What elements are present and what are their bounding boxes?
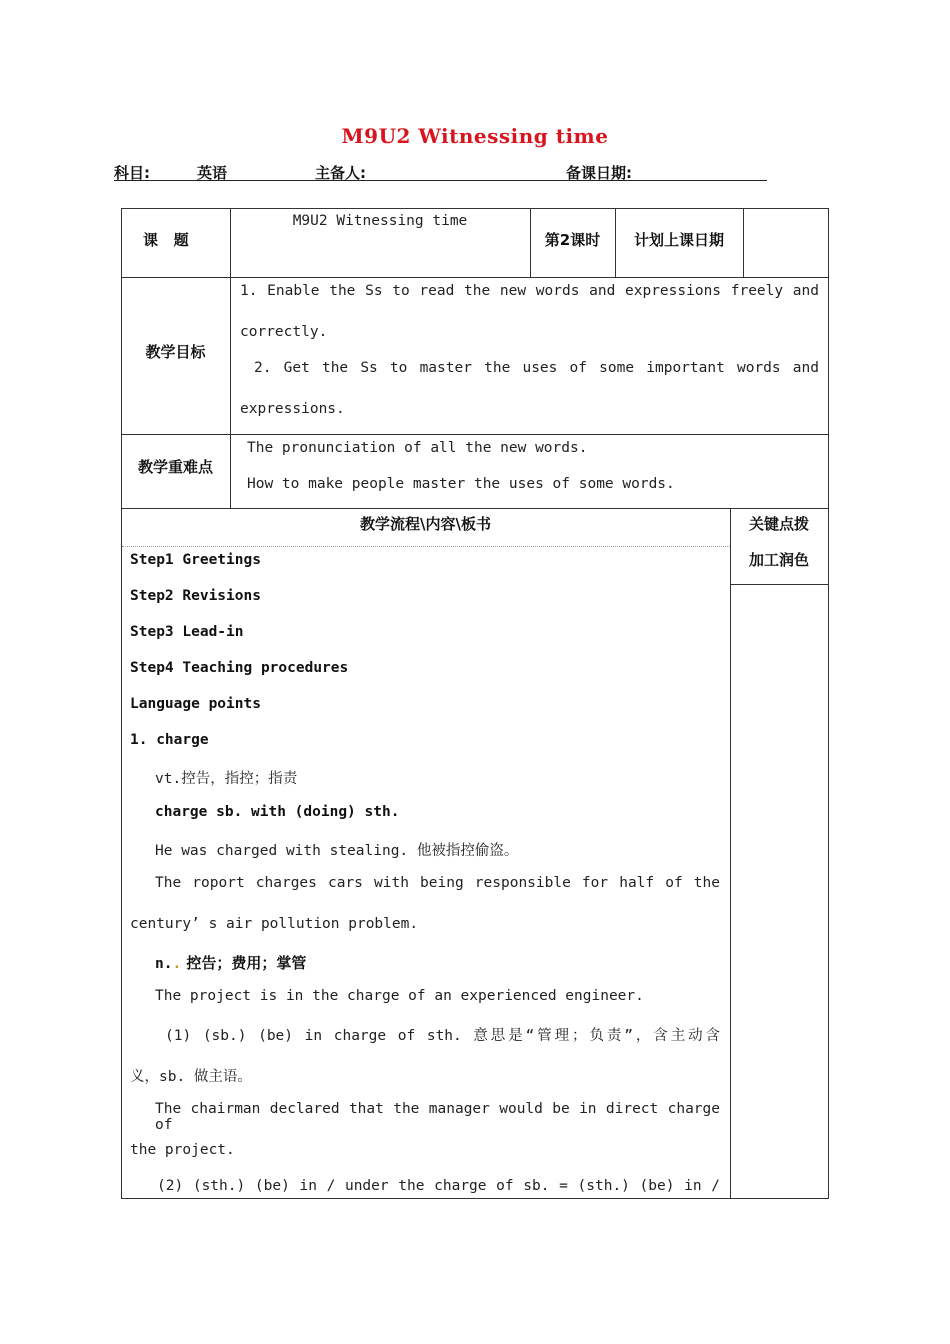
usage-pattern: charge sb. with (doing) sth. bbox=[155, 804, 400, 820]
topic-label: 课 题 bbox=[143, 231, 189, 249]
example-4-line-1: The chairman declared that the manager would be in direct charge of bbox=[155, 1101, 720, 1133]
date-label: 备课日期: bbox=[566, 164, 632, 182]
objective-2-line-2: expressions. bbox=[240, 401, 345, 417]
item-charge-heading: 1. charge bbox=[130, 732, 209, 748]
example-2-line-1: The roport charges cars with being responsible for half of the bbox=[155, 875, 720, 891]
verb-definition: vt.控告，指控；指责 bbox=[155, 771, 298, 787]
dot-mark: . bbox=[172, 956, 182, 972]
objectives-label: 教学目标 bbox=[145, 343, 206, 361]
example-3: The project is in the charge of an experienced engineer. bbox=[155, 988, 644, 1004]
step-1: Step1 Greetings bbox=[130, 552, 261, 568]
difficulty-1: The pronunciation of all the new words. bbox=[247, 440, 588, 456]
noun-meanings: 控告；费用；掌管 bbox=[181, 954, 307, 972]
usage-1-line-2: 义，sb. 做主语。 bbox=[130, 1069, 252, 1085]
preparer-label: 主备人: bbox=[315, 164, 366, 182]
example-4-line-2: the project. bbox=[130, 1142, 235, 1158]
difficulties-label: 教学重难点 bbox=[137, 458, 213, 476]
objective-1-line-1: 1. Enable the Ss to read the new words and expressions freely and bbox=[240, 283, 819, 299]
side-header-key-points: 关键点拨 bbox=[748, 515, 809, 533]
objective-2-line-1: 2. Get the Ss to master the uses of some important words and bbox=[254, 360, 819, 376]
page-title: M9U2 Witnessing time bbox=[341, 124, 609, 148]
example-1: He was charged with stealing. 他被指控偷盗。 bbox=[155, 843, 519, 859]
noun-prefix: n. bbox=[155, 956, 173, 972]
step-2: Step2 Revisions bbox=[130, 588, 261, 604]
topic-value: M9U2 Witnessing time bbox=[292, 213, 468, 229]
process-header: 教学流程\内容\板书 bbox=[360, 515, 491, 533]
subject-label: 科目: bbox=[114, 164, 150, 182]
step-3: Step3 Lead-in bbox=[130, 624, 244, 640]
side-header-polish: 加工润色 bbox=[748, 551, 809, 569]
usage-2-line-1: (2) (sth.) (be) in / under the charge of sb. = (sth.) (be) in / bbox=[157, 1178, 720, 1194]
meta-underline bbox=[114, 180, 767, 181]
example-2-line-2: century’ s air pollution problem. bbox=[130, 916, 419, 932]
language-points-heading: Language points bbox=[130, 696, 261, 712]
subject-value: 英语 bbox=[197, 164, 228, 182]
noun-definition bbox=[155, 952, 306, 973]
usage-1-line-1: (1) (sb.) (be) in charge of sth. 意思是“管理；负责”，含主动含 bbox=[165, 1028, 720, 1044]
objective-1-line-2: correctly. bbox=[240, 324, 328, 340]
difficulty-2: How to make people master the uses of some words. bbox=[247, 476, 675, 492]
period-label: 第2课时 bbox=[544, 231, 601, 249]
step-4: Step4 Teaching procedures bbox=[130, 660, 349, 676]
planned-date-label: 计划上课日期 bbox=[633, 231, 724, 249]
